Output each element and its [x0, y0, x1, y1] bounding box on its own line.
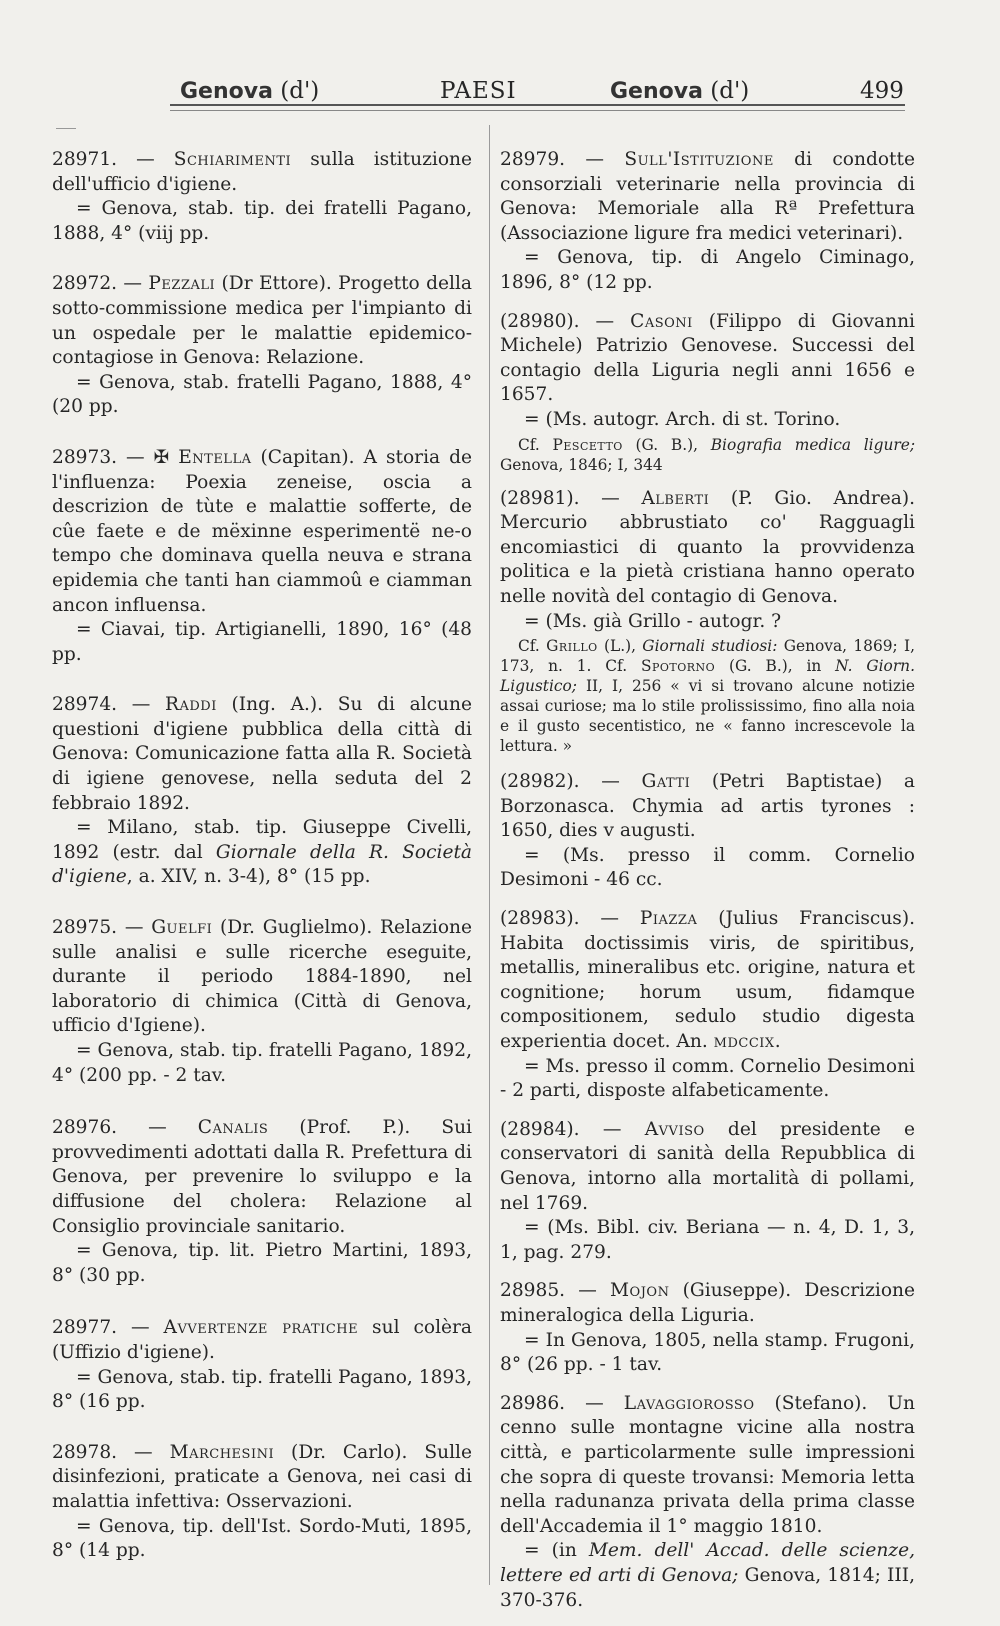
entry-text: = Milano, stab. tip. Giuseppe Civelli, 1892 (estr. dal: [52, 817, 472, 863]
entry-imprint: [500, 610, 915, 635]
entry-title: [52, 272, 472, 370]
entry-text: 28986. —: [500, 1392, 624, 1414]
entry-imprint: [52, 1039, 472, 1088]
entry-title: [52, 1441, 472, 1515]
entry-title: [52, 446, 472, 618]
entry-text: = Genova, stab. tip. fratelli Pagano, 1893, 8° (16 pp.: [52, 1366, 472, 1413]
entry-text: .: [774, 1031, 781, 1053]
entry-imprint: [500, 844, 915, 893]
entry-text: (Stefano). Un cenno sulle montagne vicine alla nostra città, e particolarmente sulle impressioni che sopra di queste trovansi: Memoria letta nella radunanza privata della prima classe dell'Accademia il 1° maggio 1810.: [500, 1392, 915, 1537]
entry-text: Genova, 1846; I, 344: [500, 455, 663, 474]
entry-text: 28985. —: [500, 1280, 611, 1302]
entry-text: 28977. —: [52, 1317, 164, 1339]
entry-text: = Genova, tip. lit. Pietro Martini, 1893, 8° (30 pp.: [52, 1240, 472, 1286]
entry-text: Avviso: [644, 1118, 705, 1140]
entry-text: Avvertenze pratiche: [163, 1317, 359, 1339]
entry-text: 28972. —: [52, 273, 149, 295]
entry-title: [500, 907, 915, 1055]
entry-text: del presidente e conservatori di sanità della Repubblica di Genova, intorno alla mortalità di pollami, nel 1769.: [500, 1118, 915, 1214]
bibliography-entry: [500, 907, 915, 1104]
entry-text: mdccix: [713, 1031, 775, 1053]
entry-text: Biografia medica ligure;: [710, 435, 916, 454]
header-section: PAESI: [440, 78, 517, 104]
entry-text: Gatti: [641, 771, 691, 793]
bibliography-entry: [52, 446, 472, 667]
entry-text: 28978. —: [52, 1441, 170, 1463]
entry-imprint: [500, 1329, 915, 1378]
entry-text: sulla istituzione dell'ufficio d'igiene.: [52, 149, 472, 195]
entry-imprint: [500, 1539, 915, 1613]
entry-text: = Genova, stab. tip. fratelli Pagano, 1892, 4° (200 pp. - 2 tav.: [52, 1040, 472, 1086]
entry-text: Cf.: [518, 435, 553, 454]
entry-text: (Dr. Carlo). Sulle disinfezioni, praticate a Genova, nei casi di malattia infettiva: Osservazioni.: [52, 1441, 472, 1512]
entry-text: (Dr Ettore). Progetto della sotto-commissione medica per l'impianto di un ospedale per le malattie epidemico-contagiose in Genova: Relazione.: [52, 273, 473, 369]
entry-title: [500, 770, 915, 844]
entry-text: Raddi: [164, 694, 217, 716]
entry-text: Giornali studiosi:: [642, 637, 778, 656]
entry-title: [500, 1118, 915, 1216]
entry-text: Lavaggiorosso: [623, 1392, 755, 1414]
bibliography-entry: [500, 1279, 915, 1377]
entry-imprint: [52, 371, 472, 420]
entry-text: Pescetto: [552, 435, 623, 454]
entry-imprint: [500, 408, 915, 433]
entry-text: Genova, 1869; I, 173, n. 1. Cf.: [500, 637, 915, 676]
bibliography-entry: [52, 1441, 472, 1564]
entry-text: (G. B.), in: [715, 657, 836, 676]
entry-text: = Ms. presso il comm. Cornelio Desimoni - 2 parti, disposte alfabeticamente.: [500, 1055, 915, 1102]
entry-text: II, I, 256 « vi si trovano alcune notizie assai curiose; ma lo stile prolississimo, fino alla noia e il gusto secentistico, ne « fanno increscevole la lettura. »: [500, 677, 915, 756]
entry-text: Spotorno: [640, 657, 716, 676]
entry-text: 28979. —: [500, 149, 625, 170]
entry-imprint: [52, 618, 472, 667]
header-right: Genova (d'): [610, 78, 750, 104]
entry-text: Grillo: [546, 637, 598, 656]
entry-text: (Petri Baptistae) a Borzonasca. Chymia ad artis tyrones : 1650, dies v augusti.: [500, 771, 915, 842]
entry-text: Piazza: [639, 908, 698, 930]
bibliography-entry: [52, 148, 472, 246]
entry-text: (Capitan). A storia de l'influenza: Poexia zeneise, oscia a descrizion de tùte e malattie sofferte, de cûe faete e de mëxinne esperimentë ne-o tempo che dominava quella neuva e strana epidemia che tanti han ciammoû e ciamman ancon influensa.: [52, 446, 472, 616]
entry-title: [500, 310, 915, 408]
header-rule-thin: [170, 110, 905, 111]
entry-text: Pezzali: [148, 273, 216, 295]
entry-note: [500, 636, 915, 756]
bibliography-entry: [52, 916, 472, 1088]
entry-text: 28971. —: [52, 149, 174, 170]
bibliography-entry: [500, 487, 915, 757]
right-column: [500, 148, 915, 1613]
entry-text: (Filippo di Giovanni Michele) Patrizio Genovese. Successi del contagio della Liguria negli anni 1656 e 1657.: [500, 310, 916, 406]
entry-text: Canalis: [197, 1117, 269, 1139]
running-head: [170, 68, 905, 108]
bibliography-entry: [52, 1116, 472, 1288]
entry-text: Mojon: [610, 1280, 670, 1302]
entry-title: [52, 1116, 472, 1239]
entry-text: Mem. dell' Accad. delle scienze, lettere ed arti di Genova;: [500, 1540, 916, 1586]
entry-text: 28974. —: [52, 694, 165, 716]
entry-title: [52, 1316, 472, 1365]
entry-text: 28976. —: [52, 1117, 198, 1139]
entry-text: (28984). —: [500, 1118, 645, 1140]
entry-text: Giornale della R. Società d'igiene: [52, 841, 473, 888]
entry-text: Sull'Istituzione: [624, 149, 774, 170]
bibliography-entry: [52, 272, 472, 420]
entry-text: (28981). —: [500, 487, 642, 509]
left-margin-rule: [56, 128, 76, 129]
entry-imprint: [52, 816, 472, 890]
entry-text: (P. Gio. Andrea). Mercurio abbrustiato co' Ragguagli encomiastici di quanto la provvidenza politica e la pietà cristiana hanno operato nelle novità del contagio di Genova.: [500, 487, 915, 607]
entry-note: [500, 435, 915, 475]
entry-title: [52, 916, 472, 1039]
entry-title: [500, 487, 915, 610]
entry-text: = (in: [524, 1540, 589, 1562]
entry-text: (Prof. P.). Sui provvedimenti adottati dalla R. Prefettura di Genova, per prevenire lo sviluppo e la diffusione del cholera: Relazione al Consiglio provinciale sanitario.: [52, 1117, 472, 1237]
entry-text: = (Ms. autogr. Arch. di st. Torino.: [524, 408, 841, 430]
bibliography-entry: [500, 1392, 915, 1613]
entry-text: Entella: [178, 446, 252, 468]
entry-text: 28973. — ✠: [52, 446, 179, 468]
entry-text: = In Genova, 1805, nella stamp. Frugoni, 8° (26 pp. - 1 tav.: [500, 1329, 915, 1376]
entry-text: sul colèra (Uffizio d'igiene).: [52, 1317, 472, 1363]
bibliography-entry: [52, 693, 472, 890]
entry-imprint: [500, 1055, 915, 1104]
entry-text: (Dr. Guglielmo). Relazione sulle analisi e sulle ricerche eseguite, durante il periodo 1884-1890, nel laboratorio di chimica (Città di Genova, ufficio d'Igiene).: [52, 917, 472, 1037]
entry-text: N. Giorn. Ligustico;: [500, 657, 915, 696]
bibliography-entry: [500, 310, 915, 475]
bibliography-entry: [500, 770, 915, 893]
header-left: Genova (d'): [180, 78, 320, 104]
entry-text: (28982). —: [500, 771, 642, 793]
entry-text: (28980). —: [500, 310, 631, 332]
entry-imprint: [500, 1216, 915, 1265]
left-column: [52, 148, 472, 1564]
entry-text: (Ing. A.). Su di alcune questioni d'igiene pubblica della città di Genova: Comunicazione fatta alla R. Società di igiene genovese, nella seduta del 2 febbraio 1892.: [52, 694, 473, 814]
entry-title: [52, 148, 472, 197]
entry-imprint: [52, 1239, 472, 1288]
entry-text: 28975. —: [52, 917, 152, 939]
entry-title: [52, 693, 472, 816]
entry-title: [500, 148, 915, 246]
entry-text: Cf.: [518, 637, 547, 656]
entry-imprint: [52, 1366, 472, 1415]
entry-text: = (Ms. presso il comm. Cornelio Desimoni - 46 cc.: [500, 844, 915, 891]
entry-text: = (Ms. già Grillo - autogr. ?: [524, 610, 782, 632]
entry-text: = Genova, tip. dell'Ist. Sordo-Muti, 1895, 8° (14 pp.: [52, 1515, 472, 1562]
entry-text: = Genova, stab. tip. dei fratelli Pagano, 1888, 4° (viij pp.: [52, 198, 472, 244]
entry-text: Genova, 1814; III, 370-376.: [500, 1564, 915, 1611]
bibliography-entry: [500, 148, 915, 296]
entry-title: [500, 1392, 915, 1540]
entry-text: (Julius Franciscus). Habita doctissimis viris, de spiritibus, metallis, mineralibus etc. origine, natura et cognitione; horum usum, fidamque compositionem, sedulo studio digesta experientia docet. An.: [500, 908, 915, 1053]
bibliography-entry: [500, 1118, 915, 1266]
entry-text: (28983). —: [500, 908, 640, 930]
entry-text: = Genova, tip. di Angelo Ciminago, 1896, 8° (12 pp.: [500, 247, 915, 293]
column-divider: [489, 125, 490, 1585]
entry-text: Guelfi: [151, 917, 213, 939]
entry-text: (G. B.),: [622, 435, 711, 454]
entry-text: = (Ms. Bibl. civ. Beriana — n. 4, D. 1, 3, 1, pag. 279.: [500, 1217, 915, 1263]
entry-text: Schiarimenti: [173, 149, 292, 170]
entry-text: Marchesini: [169, 1441, 275, 1463]
entry-text: Casoni: [630, 310, 693, 332]
entry-text: = Genova, stab. fratelli Pagano, 1888, 4° (20 pp.: [52, 371, 472, 418]
header-rule: [170, 104, 905, 106]
entry-text: di condotte consorziali veterinarie nella provincia di Genova: Memoriale alla Rª Prefettura (Associazione ligure fra medici veterinari).: [500, 149, 915, 244]
entry-text: , a. XIV, n. 3-4), 8° (15 pp.: [126, 866, 371, 888]
entry-title: [500, 1279, 915, 1328]
entry-imprint: [52, 1515, 472, 1564]
entry-text: Alberti: [641, 487, 710, 509]
entry-imprint: [52, 197, 472, 246]
entry-text: = Ciavai, tip. Artigianelli, 1890, 16° (48 pp.: [52, 619, 472, 665]
entry-text: (L.),: [597, 637, 643, 656]
entry-text: (Giuseppe). Descrizione mineralogica della Liguria.: [500, 1280, 915, 1326]
page-number: 499: [860, 78, 904, 104]
bibliography-entry: [52, 1316, 472, 1414]
entry-imprint: [500, 246, 915, 295]
